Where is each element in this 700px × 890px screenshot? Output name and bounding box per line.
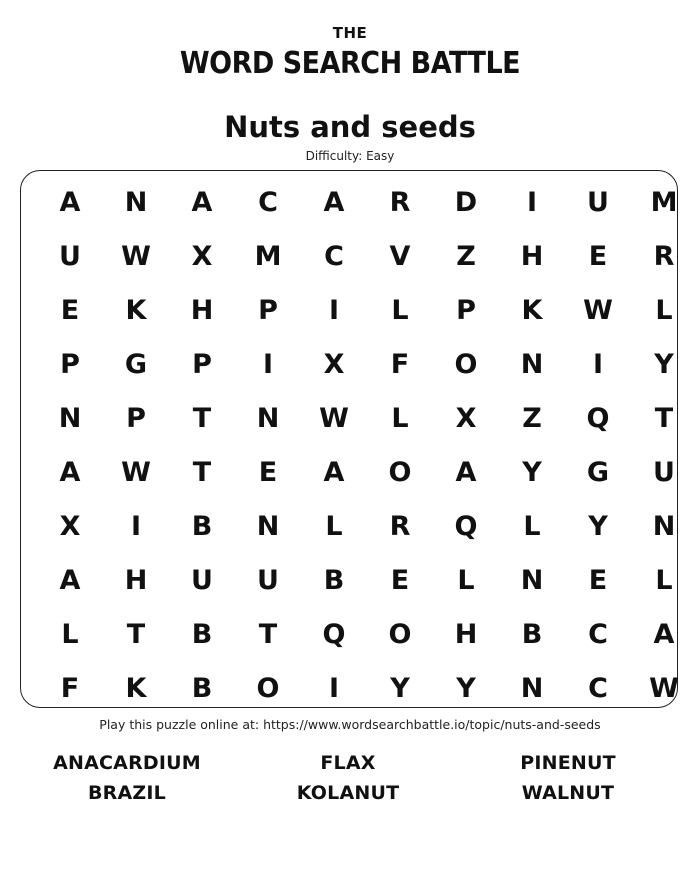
word-item: ANACARDIUM bbox=[53, 752, 201, 774]
grid-letter[interactable]: I bbox=[328, 294, 340, 326]
grid-letter[interactable]: P bbox=[60, 348, 80, 380]
grid-letter[interactable]: O bbox=[388, 456, 412, 488]
grid-letter[interactable]: A bbox=[59, 456, 81, 488]
grid-letter[interactable]: A bbox=[455, 456, 477, 488]
grid-letter[interactable]: N bbox=[520, 672, 544, 704]
grid-letter[interactable]: P bbox=[258, 294, 278, 326]
grid-letter[interactable]: A bbox=[59, 186, 81, 218]
grid-letter[interactable]: L bbox=[391, 294, 409, 326]
grid-letter[interactable]: E bbox=[588, 564, 608, 596]
grid-letter[interactable]: B bbox=[191, 510, 213, 542]
grid-letter[interactable]: A bbox=[191, 186, 213, 218]
grid-letter[interactable]: Q bbox=[322, 618, 346, 650]
grid-letter[interactable]: Y bbox=[456, 672, 476, 704]
grid-letter[interactable]: U bbox=[59, 240, 81, 272]
grid-letter[interactable]: X bbox=[455, 402, 477, 434]
grid-letter[interactable]: H bbox=[454, 618, 478, 650]
word-item: BRAZIL bbox=[88, 782, 166, 804]
grid-letter[interactable]: Y bbox=[522, 456, 542, 488]
grid-letter[interactable]: L bbox=[61, 618, 79, 650]
grid-letter[interactable]: R bbox=[389, 510, 411, 542]
grid-letter[interactable]: F bbox=[60, 672, 80, 704]
grid-letter[interactable]: X bbox=[191, 240, 213, 272]
grid-letter[interactable]: N bbox=[58, 402, 82, 434]
grid-letter[interactable]: R bbox=[389, 186, 411, 218]
grid-letter[interactable]: E bbox=[258, 456, 278, 488]
grid-letter[interactable]: E bbox=[60, 294, 80, 326]
grid-letter[interactable]: A bbox=[323, 186, 345, 218]
grid-letter[interactable]: Q bbox=[454, 510, 478, 542]
grid-letter[interactable]: N bbox=[256, 510, 280, 542]
grid-letter[interactable]: C bbox=[324, 240, 344, 272]
grid-letter[interactable]: T bbox=[126, 618, 146, 650]
word-column bbox=[238, 750, 458, 810]
grid-letter[interactable]: B bbox=[191, 618, 213, 650]
grid-letter[interactable]: I bbox=[328, 672, 340, 704]
grid-letter[interactable]: L bbox=[523, 510, 541, 542]
grid-letter[interactable]: W bbox=[649, 672, 679, 704]
word-item: FLAX bbox=[320, 752, 376, 774]
grid-letter[interactable]: G bbox=[124, 348, 148, 380]
grid-letter[interactable]: X bbox=[59, 510, 81, 542]
grid-letter[interactable]: T bbox=[258, 618, 278, 650]
word-item: KOLANUT bbox=[296, 782, 400, 804]
puzzle-title: Nuts and seeds bbox=[224, 110, 476, 144]
word-item: PINENUT bbox=[520, 752, 616, 774]
grid-letter[interactable]: I bbox=[526, 186, 538, 218]
grid-letter[interactable]: O bbox=[454, 348, 478, 380]
grid-letter[interactable]: Y bbox=[390, 672, 410, 704]
grid-letter[interactable]: K bbox=[521, 294, 543, 326]
grid-letter[interactable]: K bbox=[125, 672, 147, 704]
grid-letter[interactable]: E bbox=[390, 564, 410, 596]
grid-letter[interactable]: Z bbox=[522, 402, 542, 434]
grid-letter[interactable]: W bbox=[121, 240, 151, 272]
grid-letter[interactable]: N bbox=[124, 186, 148, 218]
grid-letter[interactable]: Y bbox=[588, 510, 608, 542]
grid-letter[interactable]: Q bbox=[586, 402, 610, 434]
grid-letter[interactable]: H bbox=[190, 294, 214, 326]
word-column bbox=[458, 750, 678, 810]
grid-letter[interactable]: H bbox=[520, 240, 544, 272]
grid-letter[interactable]: T bbox=[654, 402, 674, 434]
grid-letter[interactable]: R bbox=[653, 240, 675, 272]
grid-letter[interactable]: N bbox=[652, 510, 676, 542]
letter-grid-frame bbox=[20, 170, 678, 708]
grid-letter[interactable]: N bbox=[520, 564, 544, 596]
grid-letter[interactable]: U bbox=[191, 564, 213, 596]
grid-letter[interactable]: F bbox=[390, 348, 410, 380]
grid-letter[interactable]: L bbox=[391, 402, 409, 434]
grid-letter[interactable]: U bbox=[587, 186, 609, 218]
word-item: WALNUT bbox=[521, 782, 615, 804]
grid-letter[interactable]: A bbox=[653, 618, 675, 650]
grid-letter[interactable]: L bbox=[655, 564, 673, 596]
grid-letter[interactable]: V bbox=[389, 240, 411, 272]
grid-letter[interactable]: X bbox=[323, 348, 345, 380]
brand-prefix: THE bbox=[332, 24, 368, 42]
word-column bbox=[17, 750, 237, 810]
difficulty-label: Difficulty: Easy bbox=[305, 149, 395, 163]
grid-letter[interactable]: T bbox=[192, 456, 212, 488]
grid-letter[interactable]: I bbox=[130, 510, 142, 542]
grid-letter[interactable]: B bbox=[521, 618, 543, 650]
grid-letter[interactable]: O bbox=[388, 618, 412, 650]
grid-letter[interactable]: G bbox=[586, 456, 610, 488]
grid-letter[interactable]: C bbox=[258, 186, 278, 218]
grid-letter[interactable]: U bbox=[257, 564, 279, 596]
brand-logo: WORD SEARCH BATTLE bbox=[179, 46, 521, 81]
grid-letter[interactable]: B bbox=[323, 564, 345, 596]
grid-letter[interactable]: I bbox=[592, 348, 604, 380]
grid-letter[interactable]: N bbox=[256, 402, 280, 434]
grid-letter[interactable]: W bbox=[319, 402, 349, 434]
grid-letter[interactable]: P bbox=[456, 294, 476, 326]
grid-letter[interactable]: C bbox=[588, 618, 608, 650]
grid-letter[interactable]: M bbox=[650, 186, 678, 218]
grid-letter[interactable]: K bbox=[125, 294, 147, 326]
grid-letter[interactable]: A bbox=[323, 456, 345, 488]
grid-letter[interactable]: H bbox=[124, 564, 148, 596]
grid-letter[interactable]: O bbox=[256, 672, 280, 704]
grid-letter[interactable]: M bbox=[254, 240, 282, 272]
grid-letter[interactable]: Y bbox=[654, 348, 674, 380]
grid-letter[interactable]: C bbox=[588, 672, 608, 704]
grid-letter[interactable]: U bbox=[653, 456, 675, 488]
online-puzzle-link[interactable]: Play this puzzle online at: https://www.wordsearchbattle.io/topic/nuts-and-seeds bbox=[99, 717, 601, 732]
grid-letter[interactable]: B bbox=[191, 672, 213, 704]
grid-letter[interactable]: I bbox=[262, 348, 274, 380]
grid-letter[interactable]: L bbox=[457, 564, 475, 596]
grid-letter[interactable]: L bbox=[655, 294, 673, 326]
grid-letter[interactable]: T bbox=[192, 402, 212, 434]
grid-letter[interactable]: W bbox=[121, 456, 151, 488]
grid-letter[interactable]: A bbox=[59, 564, 81, 596]
grid-letter[interactable]: Z bbox=[456, 240, 476, 272]
grid-letter[interactable]: E bbox=[588, 240, 608, 272]
grid-letter[interactable]: P bbox=[192, 348, 212, 380]
grid-letter[interactable]: W bbox=[583, 294, 613, 326]
grid-letter[interactable]: N bbox=[520, 348, 544, 380]
grid-letter[interactable]: D bbox=[454, 186, 478, 218]
grid-letter[interactable]: P bbox=[126, 402, 146, 434]
grid-letter[interactable]: L bbox=[325, 510, 343, 542]
letter-grid bbox=[37, 175, 697, 715]
